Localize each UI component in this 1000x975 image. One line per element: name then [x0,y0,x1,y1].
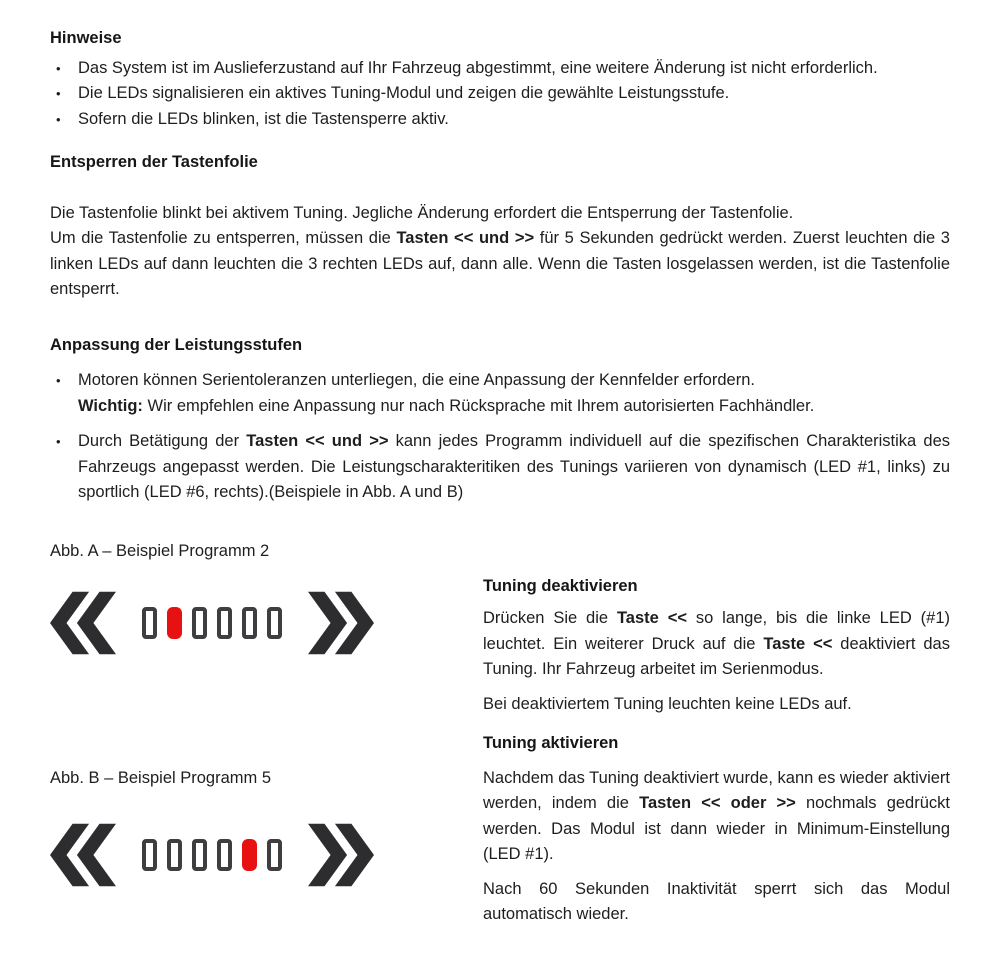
text-segment: so lange, bis die linke LED (#1) leuchtet. Ein weiterer Druck auf die [483,609,951,653]
double-chevron-left-icon [50,588,116,658]
figure-b-led-panel [50,820,483,890]
bullet-icon: • [56,434,61,449]
deaktivieren-paragraph-1 [483,606,950,683]
entsperren-paragraph-1: Die Tastenfolie blinkt bei aktivem Tuning. Jegliche Änderung erfordert die Entsperrung der Tastenfolie. [50,203,794,222]
text-segment: Durch Betätigung der [78,432,247,450]
anpassung-bullet-list [50,368,950,506]
text-segment-bold: Tasten << und >> [396,229,535,247]
aktivieren-paragraph-2: Nach 60 Sekunden Inaktivität sperrt sich das Modul automatisch wieder. [483,879,950,923]
tuning-aktivieren-heading: Tuning aktivieren [483,734,619,752]
section-anpassung [50,333,950,506]
text-segment-bold: Taste << [763,634,833,653]
text-segment: Wir empfehlen eine Anpassung nur nach Rücksprache mit Ihrem autorisierten Fachhändler. [142,396,815,415]
led-indicator-off [192,839,207,871]
double-chevron-right-icon [308,820,374,890]
section-entsperren [50,150,950,303]
bullet-line: Motoren können Serientoleranzen unterliegen, die eine Anpassung der Kennfelder erfordern. [78,371,755,389]
led-indicator-off [267,839,282,871]
led-indicator-off [192,607,207,639]
led-row [142,607,282,639]
text-segment-bold: Taste << [616,609,687,627]
hinweise-heading: Hinweise [50,29,122,47]
bullet-text: Die LEDs signalisieren ein aktives Tuning-Modul und zeigen die gewählte Leistungsstufe. [78,84,730,102]
bullet-item [50,368,950,419]
figure-a-led-panel [50,588,483,658]
led-indicator-off [242,607,257,639]
led-indicator-off [267,607,282,639]
deaktivieren-paragraph-2: Bei deaktiviertem Tuning leuchten keine LEDs auf. [483,694,852,713]
led-indicator-off [142,839,157,871]
led-indicator-active [167,607,182,639]
text-segment: Um die Tastenfolie zu entsperren, müssen die [50,229,397,247]
led-indicator-off [167,839,182,871]
anpassung-heading: Anpassung der Leistungsstufen [50,335,303,354]
figure-b-caption: Abb. B – Beispiel Programm 5 [50,769,272,787]
text-segment-bold: Wichtig: [78,396,143,415]
led-indicator-active [242,839,257,871]
entsperren-paragraph-2 [50,226,950,303]
text-segment: Drücken Sie die [483,609,617,627]
bullet-item [50,107,950,133]
bullet-icon: • [56,60,61,76]
figures-column [50,539,483,928]
figures-and-instructions [50,539,950,928]
bullet-icon: • [56,111,61,127]
text-segment: für 5 Sekunden gedrückt werden. Zuerst leuchten die 3 linken LEDs auf dann leuchten die 3 rechten LEDs auf, dann alle. Wenn die Tasten losgelassen werden, ist die Tastenfolie entsperrt. [50,229,950,298]
bullet-item [50,81,950,107]
text-segment: deaktiviert das Tuning. Ihr Fahrzeug arbeitet im Serienmodus. [483,634,950,678]
entsperren-heading: Entsperren der Tastenfolie [50,153,258,171]
bullet-item [50,56,950,82]
led-indicator-off [142,607,157,639]
bullet-icon: • [56,373,61,388]
aktivieren-paragraph-1 [483,766,950,868]
figure-b [50,766,483,890]
bullet-text: Sofern die LEDs blinken, ist die Tastensperre aktiv. [78,109,449,128]
text-segment: kann jedes Programm individuell auf die spezifischen Charakteristika des Fahrzeugs angepasst werden. Die Leistungscharakteritiken des Tunings variieren von dynamisch (LED #1, links) zu sportlich (LED #6, rechts).(Beispiele in Abb. A und B) [78,432,950,501]
instructions-column [483,539,950,928]
bullet-item [50,429,950,506]
double-chevron-right-icon [308,588,374,658]
led-row [142,839,282,871]
led-indicator-off [217,839,232,871]
text-segment-bold: Tasten << und >> [246,432,389,450]
bullet-line [78,394,950,420]
bullet-icon: • [56,86,61,101]
text-segment-bold: Tasten << oder >> [639,794,796,812]
led-indicator-off [217,607,232,639]
double-chevron-left-icon [50,820,116,890]
bullet-text [78,429,950,506]
text-segment: Nachdem das Tuning deaktiviert wurde, kann es wieder aktiviert werden, indem die [483,768,950,812]
figure-a [50,539,483,659]
hinweise-bullet-list [50,56,950,133]
section-hinweise [50,26,950,132]
text-segment: nochmals gedrückt werden. Das Modul ist dann wieder in Minimum-Einstellung (LED #1). [483,794,950,863]
bullet-text [78,368,950,419]
tuning-deaktivieren-heading: Tuning deaktivieren [483,576,638,595]
bullet-text: Das System ist im Auslieferzustand auf Ihr Fahrzeug abgestimmt, eine weitere Änderung ist nicht erforderlich. [78,58,878,77]
figure-a-caption: Abb. A – Beispiel Programm 2 [50,541,270,560]
